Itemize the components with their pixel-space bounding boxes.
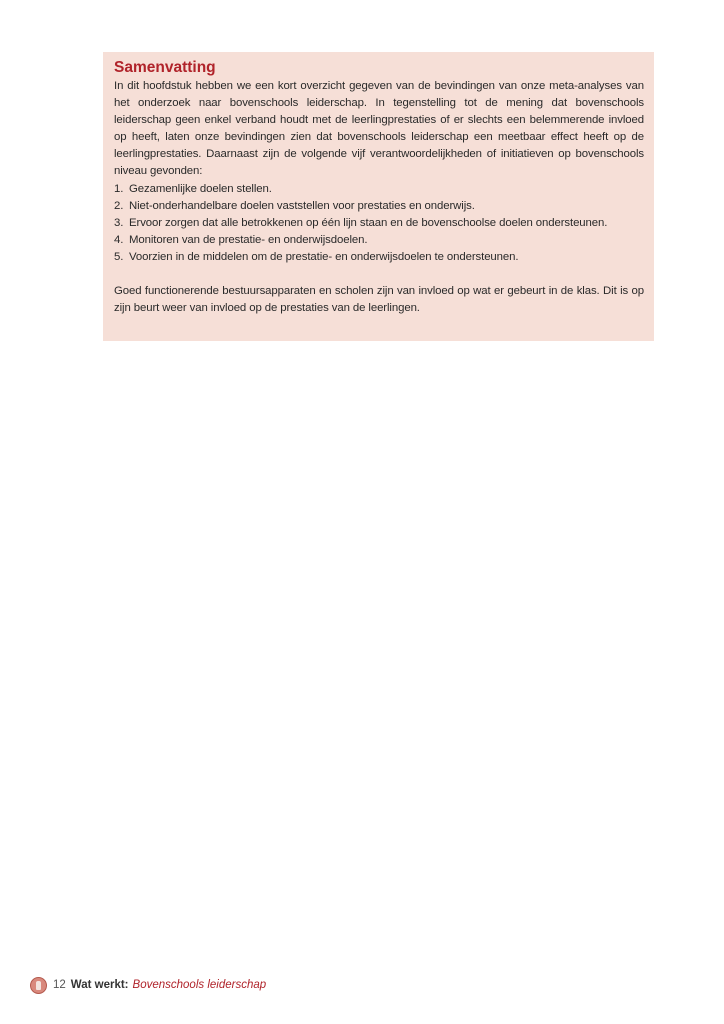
summary-intro: In dit hoofdstuk hebben we een kort overzicht gegeven van de bevindingen van onze meta-analyses van het onderzoek naar bovenschools leiderschap. In tegenstelling tot de mening dat bovenschools leiderschap geen enkel verband houdt met de leerlingprestaties of er slechts een belemmerende invloed op heeft, laten onze bevindingen zien dat bovenschools leiderschap een meetbaar effect heeft op de leerlingprestaties. Daarnaast zijn de volgende vijf verantwoordelijkheden of initiatieven op bovenschools niveau gevonden:	[114, 80, 644, 178]
summary-closing: Goed functionerende bestuursapparaten en scholen zijn van invloed op wat er gebeurt in de klas. Dit is op zijn beurt weer van invloed op de prestaties van de leerlingen.	[114, 285, 644, 315]
list-item-number: 2.	[114, 199, 124, 212]
responsibilities-list	[114, 181, 644, 266]
list-item-text: Ervoor zorgen dat alle betrokkenen op één lijn staan en de bovenschoolse doelen ondersteunen.	[129, 216, 608, 229]
book-title: Bovenschools leiderschap	[132, 979, 267, 991]
list-item	[114, 232, 644, 249]
summary-box	[103, 52, 654, 341]
list-item-number: 3.	[114, 216, 124, 229]
summary-title: Samenvatting	[114, 59, 216, 76]
page-number: 12	[53, 979, 66, 991]
page-footer	[30, 975, 266, 995]
list-item	[114, 215, 644, 232]
person-icon	[30, 977, 47, 994]
list-item-number: 1.	[114, 182, 124, 195]
series-title: Wat werkt:	[70, 979, 129, 991]
list-item	[114, 249, 644, 266]
list-item	[114, 198, 644, 215]
list-item	[114, 181, 644, 198]
list-item-text: Monitoren van de prestatie- en onderwijsdoelen.	[129, 233, 368, 246]
list-item-number: 5.	[114, 250, 124, 263]
list-item-text: Niet-onderhandelbare doelen vaststellen voor prestaties en onderwijs.	[129, 199, 475, 212]
list-item-number: 4.	[114, 233, 124, 246]
list-item-text: Voorzien in de middelen om de prestatie- en onderwijsdoelen te ondersteunen.	[129, 250, 519, 263]
list-item-text: Gezamenlijke doelen stellen.	[129, 182, 272, 195]
